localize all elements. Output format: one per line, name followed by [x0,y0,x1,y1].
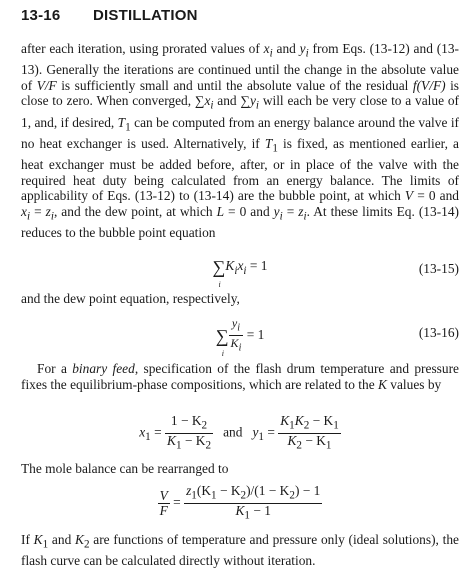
fraction: $\frac{y_i}{K_i}$ [230,316,242,354]
paragraph-binary-feed: For a binary feed, specification of the flash drum temperature and pressure fixes the equilibrium-phase compositions, which are related to the K values by [21,361,459,392]
equation-dew-point: ∑ i $\frac{y_i}{K_i}$ = 1 (13-16) [215,316,459,358]
equation-number: (13-15) [418,261,459,276]
summation-symbol: ∑ i [215,325,229,358]
equation-number: (13-16) [418,325,459,340]
chapter-title: DISTILLATION [93,7,198,24]
summation-symbol: ∑ i [212,257,226,289]
running-header [21,7,198,24]
fraction-x1: $\frac{1 - K_2}{K_1 - K_2}$ [167,413,212,452]
page-number: 13-16 [21,7,61,24]
equation-bubble-point: ∑ i $K_ix_i = 1$ (13-15) [212,257,459,289]
equation-binary-compositions: $x_1$ = $\frac{1 - K_2}{K_1 - K_2}$ and $y_1$ = $\frac{K_1K_2 - K_1}{K_2 - K_1}$ [139,413,339,452]
fraction-y1: $\frac{K_1K_2 - K_1}{K_2 - K_1}$ [280,413,339,452]
paragraph-iteration: after each iteration, using prorated values of $x_i$ and $y_i$ from Eqs. (13-12) and (13-13). Generally the iterations are continued until the change in the absolute value of V/F is sufficiently small and until the absolute value of the residual f(V/F) is close to zero. When converged, $\sum x_i$ and $\sum y_i$ will each be very close to a value of 1, and, if desired, $T_1$ can be computed from an energy balance around the valve if no heat exchanger is used. Alternatively, if $T_1$ is fixed, as mentioned earlier, a heat exchanger must be added before, after, or in place of the valve with the required heat duty being calculated from an energy balance. The limits of applicability of Eqs. (13-12) to (13-14) are the bubble point, at which V = 0 and $x_i = z_i$, and the dew point, at which L = 0 and $y_i = z_i$. At these limits Eq. (13-14) reduces to the bubble point equation [21,41,460,241]
paragraph-ideal-solutions: If $K_1$ and $K_2$ are functions of temperature and pressure only (ideal solutions), the flash curve can be calculated directly without iteration. [21,532,459,569]
fraction-rhs: $\frac{z_1(K_1 - K_2)/(1 - K_2) - 1}{K_1 - 1}$ [186,483,321,522]
fraction-v-over-f: $\frac{V}{F}$ [159,487,168,518]
paragraph-dew-point-intro: and the dew point equation, respectively, [21,291,240,306]
paragraph-mole-balance: The mole balance can be rearranged to [21,461,229,476]
equation-vapor-fraction: $\frac{V}{F}$ = $\frac{z_1(K_1 - K_2)/(1 - K_2) - 1}{K_1 - 1}$ [159,483,321,522]
